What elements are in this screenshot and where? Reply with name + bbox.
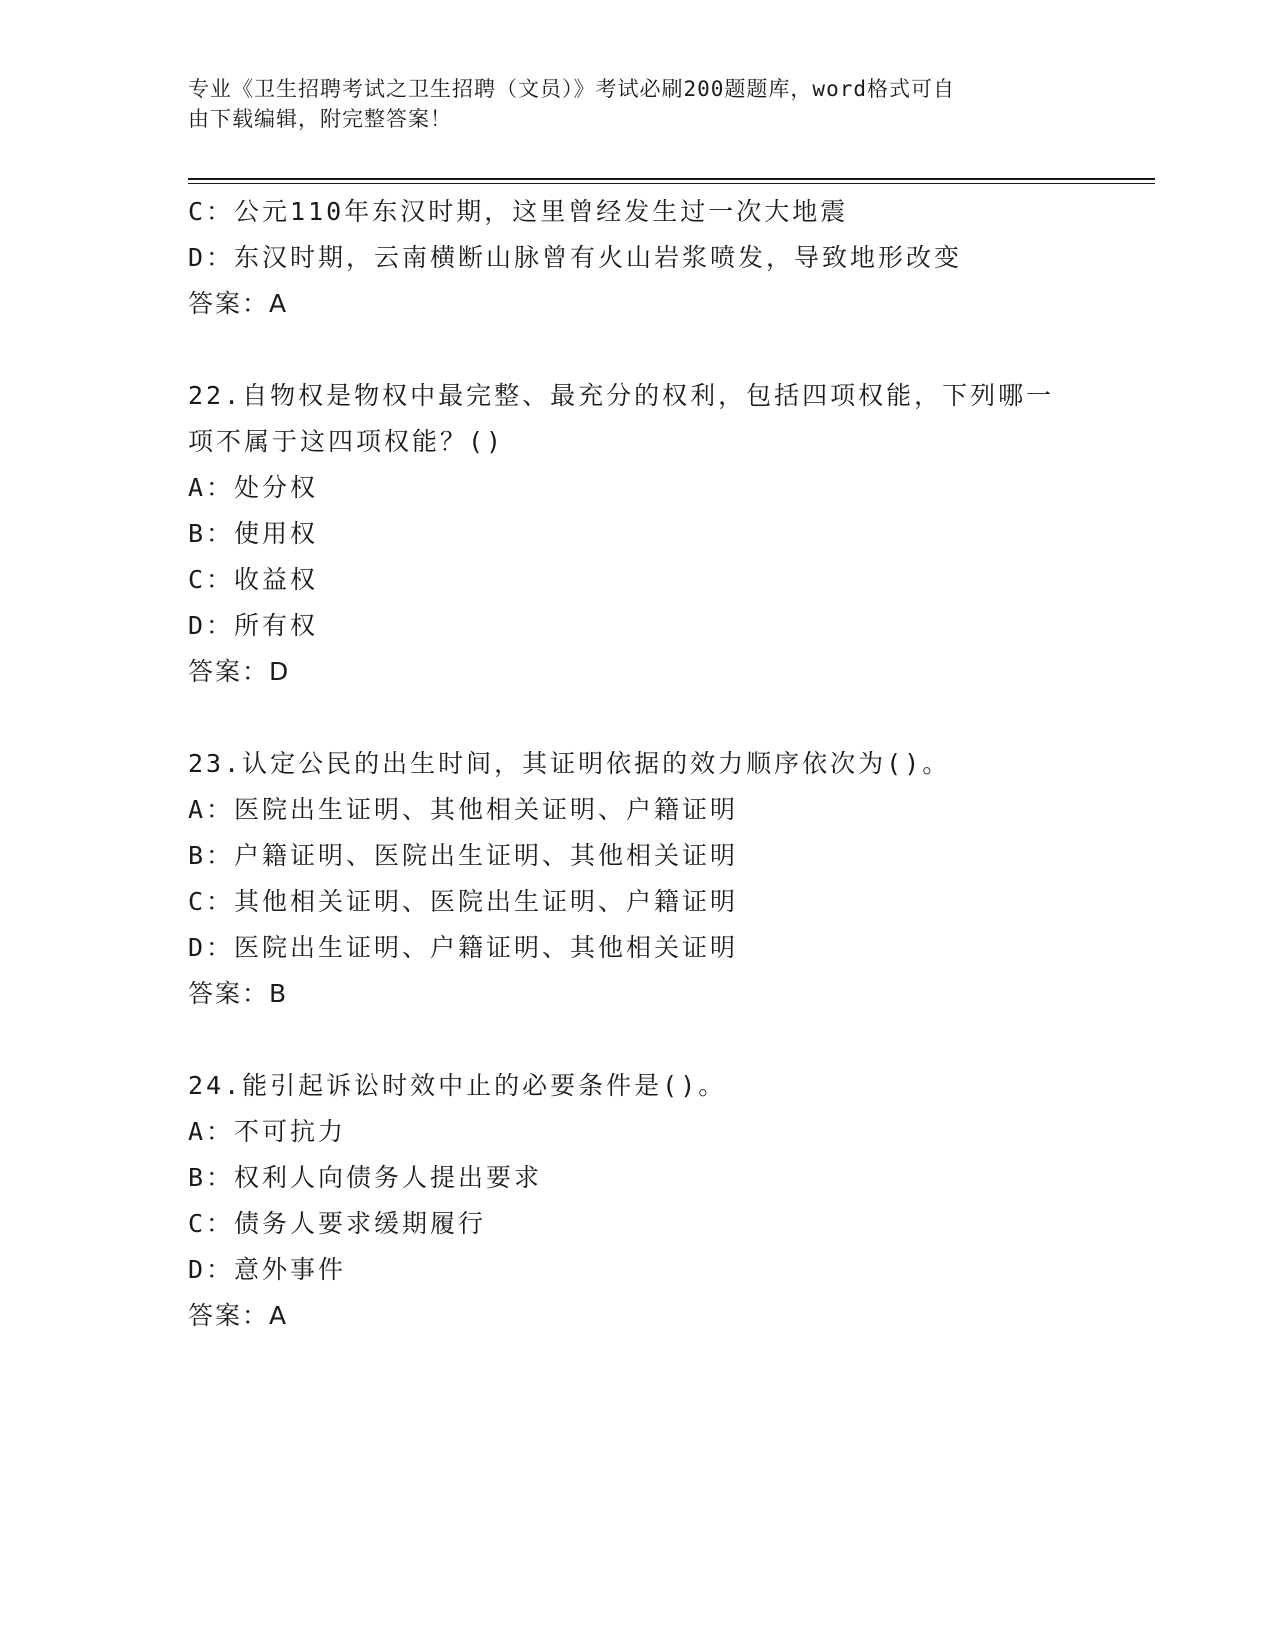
answer-line: 答案：D [188, 657, 291, 686]
option-a: A：医院出生证明、其他相关证明、户籍证明 [188, 795, 739, 824]
question-block-21 [188, 189, 1108, 327]
option-a: A：不可抗力 [188, 1117, 347, 1146]
question-stem: 24.能引起诉讼时效中止的必要条件是()。 [188, 1071, 727, 1100]
option-b: B：使用权 [188, 519, 319, 548]
question-block-22 [188, 373, 1108, 695]
header-divider-thin [188, 183, 1155, 184]
option-d: D：东汉时期，云南横断山脉曾有火山岩浆喷发，导致地形改变 [188, 243, 963, 272]
header-divider-thick [188, 178, 1155, 180]
answer-line: 答案：A [188, 289, 289, 318]
option-c: C：其他相关证明、医院出生证明、户籍证明 [188, 887, 739, 916]
header-line-2: 由下载编辑，附完整答案！ [188, 107, 452, 131]
answer-line: 答案：B [188, 979, 289, 1008]
option-c: C：收益权 [188, 565, 319, 594]
question-stem-continued: 项不属于这四项权能？() [188, 427, 505, 456]
option-d: D：意外事件 [188, 1255, 347, 1284]
question-list [188, 189, 1108, 1339]
document-header [188, 74, 1088, 134]
header-line-1: 专业《卫生招聘考试之卫生招聘（文员）》考试必刷200题题库，word格式可自 [188, 77, 955, 101]
answer-line: 答案：A [188, 1301, 289, 1330]
option-b: B：权利人向债务人提出要求 [188, 1163, 543, 1192]
question-block-24 [188, 1063, 1108, 1339]
option-a: A：处分权 [188, 473, 319, 502]
spacer [188, 327, 1108, 373]
option-c: C：债务人要求缓期履行 [188, 1209, 487, 1238]
question-stem: 22.自物权是物权中最完整、最充分的权利，包括四项权能，下列哪一 [188, 381, 1055, 410]
option-d: D：医院出生证明、户籍证明、其他相关证明 [188, 933, 739, 962]
spacer [188, 695, 1108, 741]
option-c: C：公元110年东汉时期，这里曾经发生过一次大地震 [188, 197, 849, 226]
spacer [188, 1017, 1108, 1063]
question-block-23 [188, 741, 1108, 1017]
option-d: D：所有权 [188, 611, 319, 640]
question-stem: 23.认定公民的出生时间，其证明依据的效力顺序依次为()。 [188, 749, 951, 778]
option-b: B：户籍证明、医院出生证明、其他相关证明 [188, 841, 739, 870]
